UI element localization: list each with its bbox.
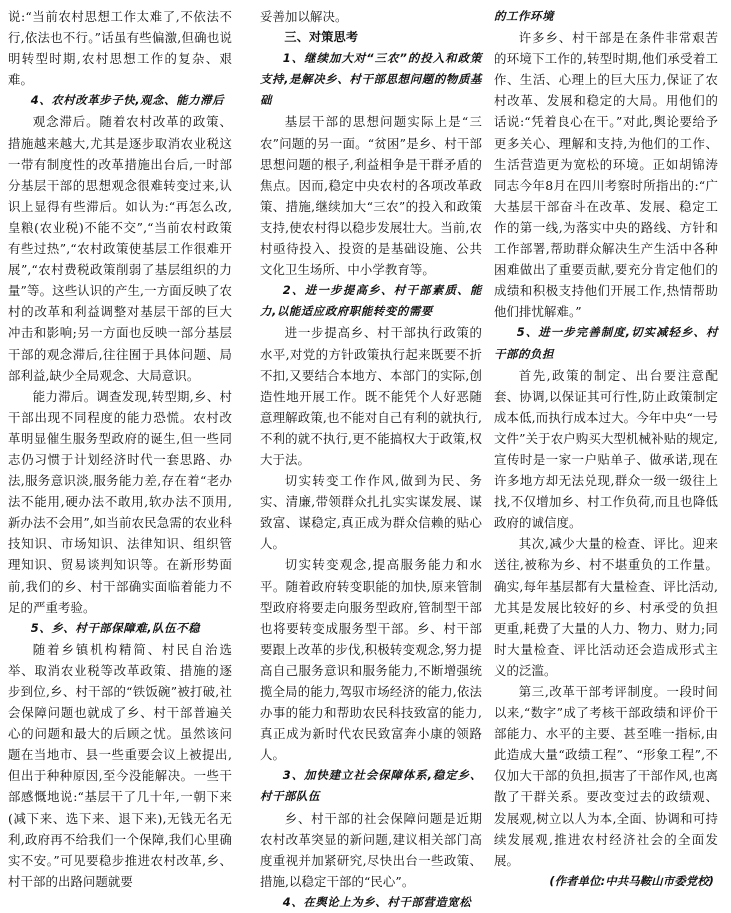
paragraph: 第三,改革干部考评制度。一段时间以来,“数字”成了考核干部政绩和评价干部能力、水平的主要、甚至唯一指标,由此造成大量“政绩工程”、“形象工程”,不仅加大干部的负担,损害了干部作风,也离散了干群关系。要改变过去的政绩观、发展观,树立以人为本,全面、协调和可持续发展观,推进农村经济社会的全面发展。 — [494, 684, 718, 868]
subheading: 5、进一步完善制度,切实减轻乡、村干部的负担 — [494, 325, 718, 361]
paragraph: 能力滞后。调查发现,转型期,乡、村干部出现不同程度的能力恐慌。农村改革明显催生服务型政府的诞生,但一些同志仍习惯于计划经济时代一套思路、办法,服务意识淡,服务能力差,存在着“老办法不能用,硬办法不敢用,软办法不顶用,新办法不会用”,如当前农民急需的农业科技知识、市场知识、法律知识、组织管理知识、贸易谈判知识等。在新形势面前,我们的乡、村干部确实面临着能力不足的严重考验。 — [8, 388, 232, 615]
section-heading: 三、对策思考 — [284, 30, 359, 45]
author-affiliation: (作者单位:中共马鞍山市委党校) — [549, 873, 714, 888]
subheading-continued: 的工作环境 — [494, 9, 554, 23]
paragraph: 其次,减少大量的检查、评比。迎来送往,被称为乡、村不堪重负的工作量。确实,每年基层都有大量检查、评比活动,尤其是发展比较好的乡、村承受的负担更重,耗费了大量的人力、物力、财力;同时大量检查、评比活动还会造成形式主义的泛滥。 — [494, 536, 718, 678]
subheading: 4、在舆论上为乡、村干部营造宽松 — [282, 894, 472, 909]
paragraph: 基层干部的思想问题实际上是“三农”问题的另一面。“贫困”是乡、村干部思想问题的根子,利益相争是干群矛盾的焦点。因而,稳定中央农村的各项改革政策、措施,继续加大“三农”的投入和政策支持,使农村得以稳步发展壮大。当前,农村亟待投入、投资的是基础设施、公共文化卫生场所、中小学教育等。 — [260, 114, 482, 278]
subheading: 5、乡、村干部保障难,队伍不稳 — [30, 620, 201, 635]
paragraph: 观念滞后。随着农村改革的政策、措施越来越大,尤其是逐步取消农业税这一带有制度性的改革措施出台后,一时部分基层干部的思想观念很难转变过来,认识上显得有些滞后。如认为:“再怎么改,皇粮(农业税)不能不交”,“当前农村政策有些过热”,“农村政策使基层工作很难开展”,“农村费税政策削弱了基层组织的力量”等。这些认识的产生,一方面反映了农村的改革和利益调整对基层干部的巨大冲击和影响;另一方面也反映一部分基层干部的观念滞后,往往囿于具体问题、局部利益,缺少全局观念、大局意识。 — [8, 114, 232, 383]
paragraph: 切实转变工作作风,做到为民、务实、清廉,带领群众扎扎实实谋发展、谋致富、谋稳定,真正成为群众信赖的贴心人。 — [260, 473, 482, 552]
paragraph: 乡、村干部的社会保障问题是近期农村改革突显的新问题,建议相关部门高度重视并加紧研究,尽快出台一些政策、措施,以稳定干部的“民心”。 — [260, 810, 482, 889]
subheading: 2、进一步提高乡、村干部素质、能力,以能适应政府职能转变的需要 — [260, 283, 482, 319]
paragraph: 进一步提高乡、村干部执行政策的水平,对党的方针政策执行起来既要不折不扣,又要结合本地方、本部门的实际,创造性地开展工作。既不能凭个人好恶随意理解政策,也不能对自己有利的就执行,不利的就不执行,更不能搞权大于政策,权大于法。 — [260, 325, 482, 467]
paragraph: 随着乡镇机构精简、村民自治选举、取消农业税等改革政策、措施的逐步到位,乡、村干部的“铁饭碗”被打破,社会保障问题也就成了乡、村干部普遍关心的问题和最大的后顾之忧。虽然该问题在当地市、县一些重要会议上被提出,但出于种种原因,至今没能解决。一些干部感慨地说:“基层干了几十年,一朝下来(减下来、选下来、退下来),无钱无名无利,政府再不给我们一个保障,我们心里确实不安。”可见要稳步推进农村改革,乡、村干部的出路问题就要 — [8, 641, 232, 889]
paragraph: 首先,政策的制定、出台要注意配套、协调,以保证其可行性,防止政策制定成本低,而执行成本过大。今年中央“一号文件”关于农户购买大型机械补贴的规定,宣传时是一家一户贴单子、做承诺,现在许多地方却无法兑现,群众一级一级往上找,不仅增加乡、村工作负荷,而且也降低政府的诚信度。 — [494, 367, 718, 531]
paragraph: 切实转变观念,提高服务能力和水平。随着政府转变职能的加快,原来管制型政府将要走向服务型政府,管制型干部也将要转变成服务型干部。乡、村干部要跟上改革的步伐,积极转变观念,努力提高自己服务意识和服务能力,不断增强统揽全局的能力,驾驭市场经济的能力,依法办事的能力和帮助农民科技致富的能力,真正成为新时代农民致富奔小康的领路人。 — [260, 557, 482, 763]
column-1 — [8, 6, 232, 889]
subheading: 1、继续加大对“三农”的投入和政策支持,是解决乡、村干部思想问题的物质基础 — [260, 51, 482, 108]
column-2 — [260, 6, 482, 909]
paragraph: 许多乡、村干部是在条件非常艰苦的环境下工作的,转型时期,他们承受着工作、生活、心理上的巨大压力,保证了农村改革、发展和稳定的大局。用他们的话说:“凭着良心在干。”对此,舆论要给予更多关心、理解和支持,为他们的工作、生活营造更为宽松的环境。正如胡锦涛同志今年8月在四川考察时所指出的:“广大基层干部奋斗在改革、发展、稳定工作的第一线,为落实中央的路线、方针和工作部署,帮助群众解决生产生活中各种困难做出了重要贡献,要充分肯定他们的成绩和积极支持他们开展工作,热情帮助他们排忧解难。” — [494, 30, 718, 320]
column-3 — [494, 6, 718, 888]
subheading: 3、加快建立社会保障体系,稳定乡、村干部队伍 — [260, 768, 482, 804]
paragraph: 说:“当前农村思想工作太难了,不依法不行,依法也不行。”话虽有些偏激,但确也说明转型时期,农村思想工作的复杂、艰难。 — [8, 9, 232, 88]
subheading: 4、农村改革步子快,观念、能力滞后 — [30, 93, 225, 108]
paragraph: 妥善加以解决。 — [260, 9, 348, 24]
